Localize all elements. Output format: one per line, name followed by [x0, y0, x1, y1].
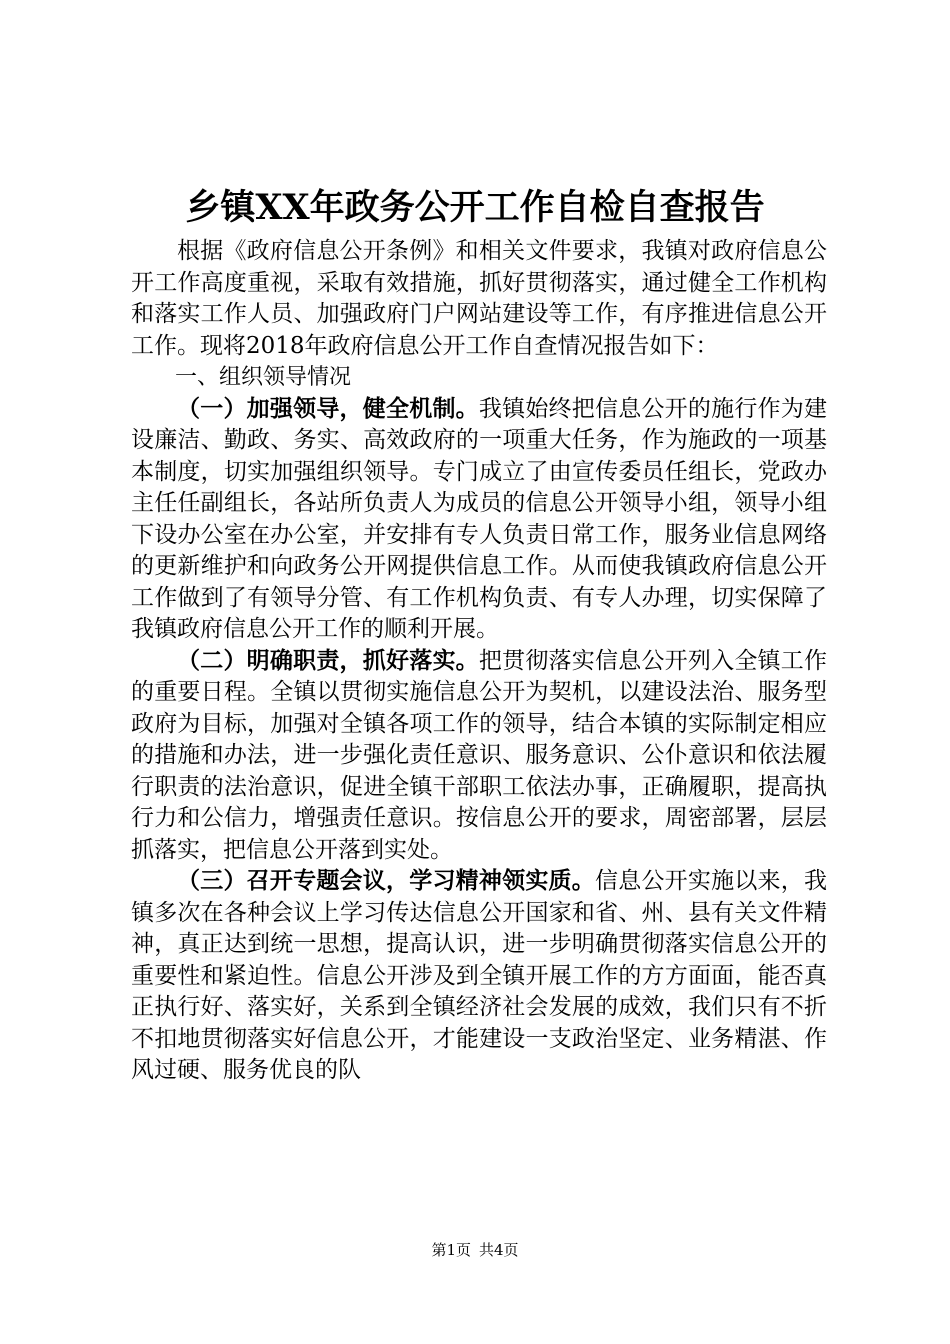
item-paragraph-3	[131, 866, 827, 1087]
item-lead-3: （三）召开专题会议，学习精神领实质。	[177, 868, 595, 894]
item-text-3: 信息公开实施以来，我镇多次在各种会议上学习传达信息公开国家和省、州、县有关文件精神，真正达到统一思想，提高认识，进一步明确贯彻落实信息公开的重要性和紧迫性。信息公开涉及到全镇开展工作的方方面面，能否真正执行好、落实好，关系到全镇经济社会发展的成效，我们只有不折不扣地贯彻落实好信息公开，才能建设一支政治坚定、业务精湛、作风过硬、服务优良的队	[131, 868, 828, 1083]
page-number-current: 第1页	[431, 1241, 471, 1259]
section-heading-organization: 一、组织领导情况	[175, 365, 352, 390]
document-body	[131, 236, 827, 1087]
item-paragraph-1	[131, 394, 827, 646]
item-paragraph-2	[131, 646, 827, 867]
item-text-1: 我镇始终把信息公开的施行作为建设廉洁、勤政、务实、高效政府的一项重大任务，作为施政的一项基本制度，切实加强组织领导。专门成立了由宣传委员任组长，党政办主任任副组长，各站所负责人为成员的信息公开领导小组，领导小组下设办公室在办公室，并安排有专人负责日常工作，服务业信息网络的更新维护和向政务公开网提供信息工作。从而使我镇政府信息公开工作做到了有领导分管、有工作机构负责、有专人办理，切实保障了我镇政府信息公开工作的顺利开展。	[131, 395, 828, 642]
intro-paragraph: 根据《政府信息公开条例》和相关文件要求，我镇对政府信息公开工作高度重视，采取有效措施，抓好贯彻落实，通过健全工作机构和落实工作人员、加强政府门户网站建设等工作，有序推进信息公开工作。现将2018年政府信息公开工作自查情况报告如下：	[131, 238, 827, 359]
page-footer	[0, 1240, 950, 1260]
item-lead-2: （二）明确职责，抓好落实。	[177, 647, 479, 674]
page-number-total: 共4页	[479, 1241, 519, 1259]
document-title: 乡镇XX年政务公开工作自检自查报告	[185, 187, 765, 228]
item-lead-1: （一）加强领导，健全机制。	[177, 395, 479, 422]
item-text-2: 把贯彻落实信息公开列入全镇工作的重要日程。全镇以贯彻实施信息公开为契机，以建设法治、服务型政府为目标，加强对全镇各项工作的领导，结合本镇的实际制定相应的措施和办法，进一步强化责任意识、服务意识、公仆意识和依法履行职责的法治意识，促进全镇干部职工依法办事，正确履职，提高执行力和公信力，增强责任意识。按信息公开的要求，周密部署，层层抓落实，把信息公开落到实处。	[131, 647, 828, 863]
